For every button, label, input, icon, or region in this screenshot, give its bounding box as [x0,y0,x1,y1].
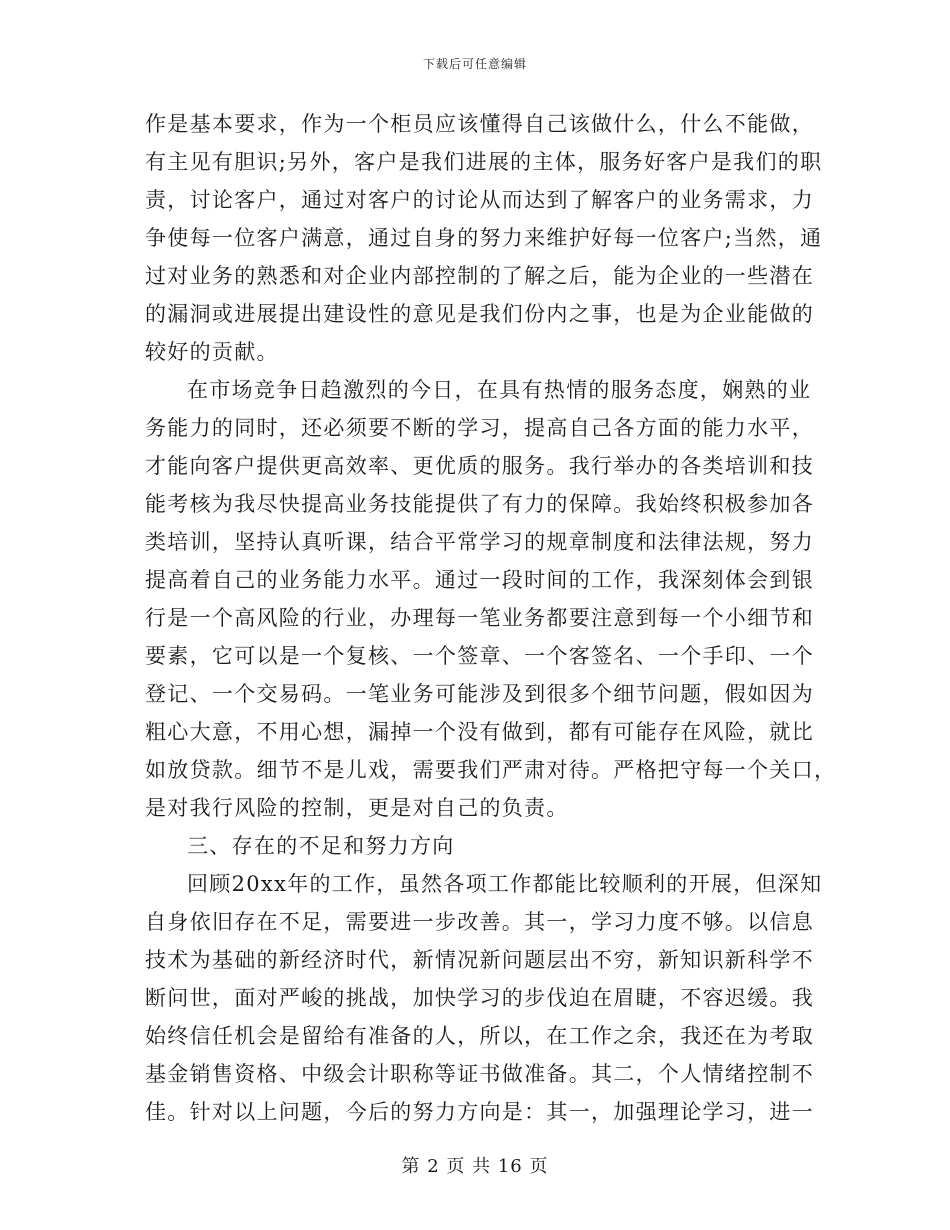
text-line: 是对我行风险的控制，更是对自己的负责。 [145,796,569,820]
text-line: 才能向客户提供更高效率、更优质的服务。我行举办的各类培训和技 [145,454,814,478]
section-heading: 三、存在的不足和努力方向 [187,834,455,858]
text-line: 始终信任机会是留给有准备的人，所以，在工作之余，我还在为考取 [145,1024,814,1048]
text-line: 能考核为我尽快提高业务技能提供了有力的保障。我始终积极参加各 [145,492,814,516]
text-line: 要素，它可以是一个复核、一个签章、一个客签名、一个手印、一个 [145,644,814,668]
text-line: 登记、一个交易码。一笔业务可能涉及到很多个细节问题，假如因为 [145,682,814,706]
text-line: 自身依旧存在不足，需要进一步改善。其一，学习力度不够。以信息 [145,910,814,934]
text-line: 技术为基础的新经济时代，新情况新问题层出不穷，新知识新科学不 [145,948,814,972]
document-body [145,105,837,1131]
text-line: 争使每一位客户满意，通过自身的努力来维护好每一位客户;当然，通 [145,226,823,250]
paragraph-start-line: 回顾20xx年的工作，虽然各项工作都能比较顺利的开展，但深知 [187,872,823,896]
text-line: 务能力的同时，还必须要不断的学习，提高自己各方面的能力水平， [145,416,814,440]
text-line: 提高着自己的业务能力水平。通过一段时间的工作，我深刻体会到银 [145,568,814,592]
text-line: 作是基本要求，作为一个柜员应该懂得自己该做什么，什么不能做， [145,112,814,136]
text-line: 有主见有胆识;另外，客户是我们进展的主体，服务好客户是我们的职 [145,150,823,174]
text-line: 如放贷款。细节不是儿戏，需要我们严肃对待。严格把守每一个关口， [145,758,837,782]
text-line: 佳。针对以上问题，今后的努力方向是：其一，加强理论学习，进一 [145,1100,814,1124]
text-line: 基金销售资格、中级会计职称等证书做准备。其二，个人情绪控制不 [145,1062,814,1086]
text-line: 粗心大意，不用心想，漏掉一个没有做到，都有可能存在风险，就比 [145,720,814,744]
text-line: 的漏洞或进展提出建设性的意见是我们份内之事，也是为企业能做的 [145,302,814,326]
paragraph-start-line: 在市场竞争日趋激烈的今日，在具有热情的服务态度，娴熟的业 [187,378,812,402]
text-line: 断问世，面对严峻的挑战，加快学习的步伐迫在眉睫，不容迟缓。我 [145,986,814,1010]
page-number-footer: 第 2 页 共 16 页 [401,1156,549,1177]
text-line: 行是一个高风险的行业，办理每一笔业务都要注意到每一个小细节和 [145,606,814,630]
text-line: 过对业务的熟悉和对企业内部控制的了解之后，能为企业的一些潜在 [145,264,814,288]
text-line: 较好的贡献。 [145,340,279,364]
text-line: 类培训，坚持认真听课，结合平常学习的规章制度和法律法规，努力 [145,530,814,554]
text-line: 责，讨论客户，通过对客户的讨论从而达到了解客户的业务需求，力 [145,188,814,212]
page-header: 下载后可任意编辑 [422,57,527,71]
